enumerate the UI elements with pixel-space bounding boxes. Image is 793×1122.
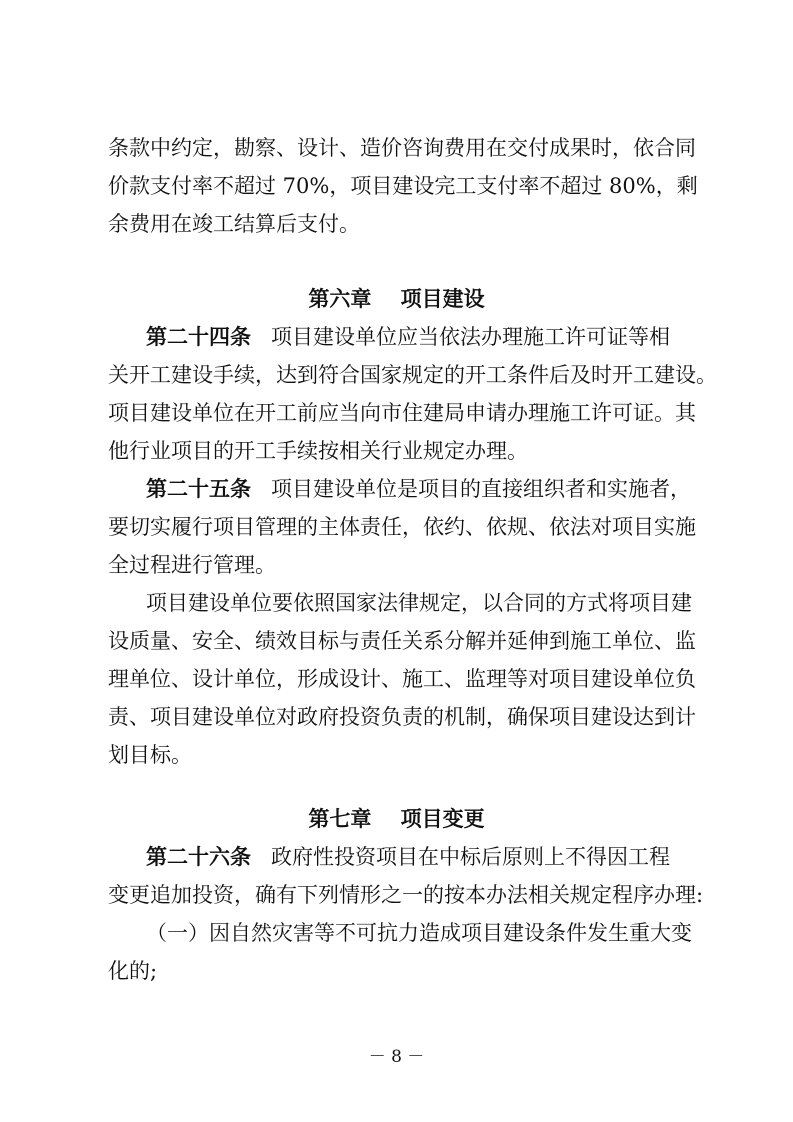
text-line: 变更追加投资，确有下列情形之一的按本办法相关规定程序办理: (108, 883, 704, 907)
chapter-heading: 第六章 项目建设 (308, 287, 485, 311)
text-line: 项目建设单位要依照国家法律规定，以合同的方式将项目建 (146, 591, 692, 615)
text-line: 政府性投资项目在中标后原则上不得因工程 (271, 845, 670, 869)
list-item-line: （一）因自然灾害等不可抗力造成项目建设条件发生重大变 (146, 921, 692, 945)
text-line: 项目建设单位是项目的直接组织者和实施者， (271, 477, 691, 501)
text-line: 条款中约定，勘察、设计、造价咨询费用在交付成果时，依合同 (108, 136, 696, 160)
text-line: 他行业项目的开工手续按相关行业规定办理。 (108, 439, 528, 463)
text-line: 项目建设单位应当依法办理施工许可证等相 (271, 325, 670, 349)
text-line: 项目建设单位在开工前应当向市住建局申请办理施工许可证。其 (108, 401, 696, 425)
text-line: 设质量、安全、绩效目标与责任关系分解并延伸到施工单位、监 (108, 629, 696, 653)
article-first-line (146, 843, 670, 871)
text-line: 理单位、设计单位，形成设计、施工、监理等对项目建设单位负 (108, 667, 696, 691)
article-label: 第二十四条 (146, 325, 251, 349)
article-first-line (146, 475, 691, 503)
text-line: 余费用在竣工结算后支付。 (108, 212, 360, 236)
text-line: 关开工建设手续，达到符合国家规定的开工条件后及时开工建设。 (108, 363, 717, 387)
page-number: － 8 － (368, 1047, 425, 1067)
text-line: 要切实履行项目管理的主体责任，依约、依规、依法对项目实施 (108, 515, 696, 539)
text-line: 划目标。 (108, 743, 192, 767)
chapter-heading: 第七章 项目变更 (308, 807, 485, 831)
article-label: 第二十五条 (146, 477, 251, 501)
list-item-line: 化的; (108, 959, 158, 983)
article-label: 第二十六条 (146, 845, 251, 869)
text-line: 价款支付率不超过 70%，项目建设完工支付率不超过 80%，剩 (108, 174, 698, 198)
article-first-line (146, 323, 670, 351)
text-line: 全过程进行管理。 (108, 553, 276, 577)
text-line: 责、项目建设单位对政府投资负责的机制，确保项目建设达到计 (108, 705, 696, 729)
